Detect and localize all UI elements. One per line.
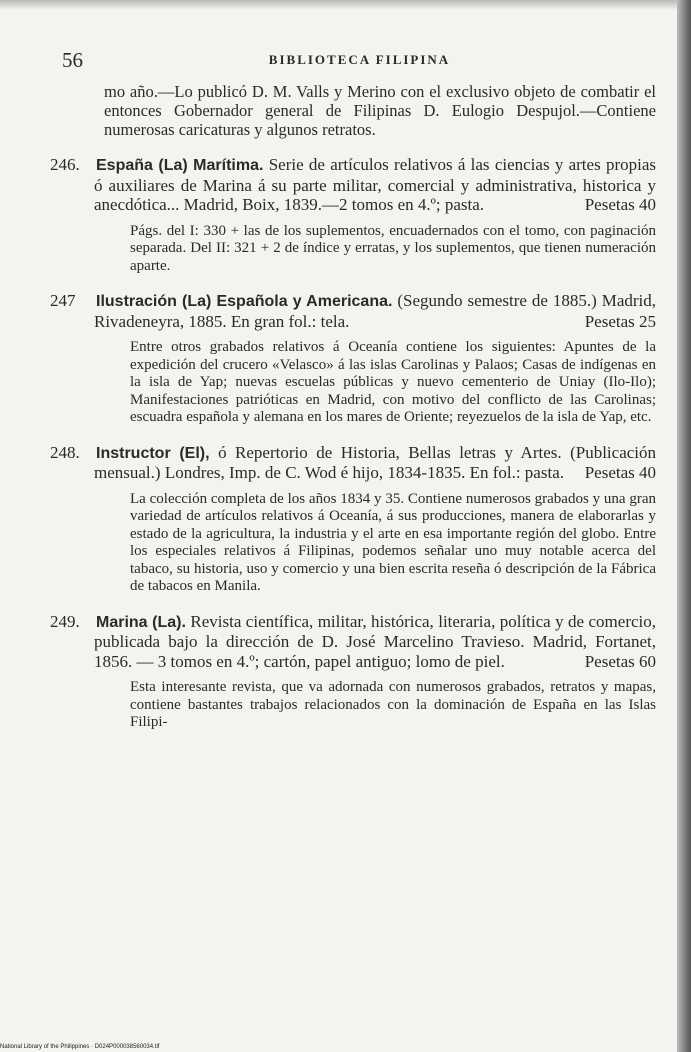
continuation-text: mo año.—Lo publicó D. M. Valls y Merino con el exclusivo objeto de combatir el entonces Gobernador general de Filipinas D. Eulogio Despujol.—Contiene numerosas caricaturas y algunos retratos. [104,82,656,139]
entry-title: Instructor (El), [96,444,210,462]
entry-main [50,291,656,331]
entry-note: Págs. del I: 330 + las de los suplementos, encuadernados con el tomo, con paginación separada. Del II: 321 + 2 de índice y erratas, y los suplementos, que tienen numeración aparte. [130,222,656,274]
entry-number: 246. [50,155,80,174]
entry-249 [50,612,656,732]
running-head: BIBLIOTECA FILIPINA [268,52,451,67]
scan-credit: National Library of the Philippines · D024P000038560034.tif [0,1044,160,1050]
entry-description: Serie de artículos relativos á las ciencias y artes propias ó auxiliares de Marina á su parte militar, comercial y administrativa, historica y anecdótica... Madrid, Boix, 1839.—2 tomos en 4.º; pasta. [94,155,657,214]
entry-248 [50,443,656,596]
entry-price: Pesetas 40 [584,195,656,214]
entry-247 [50,291,656,427]
page-content [50,82,656,732]
entry-title: Marina (La). [96,613,186,631]
entry-main [50,155,656,215]
page-number: 56 [62,48,83,72]
entry-main [50,612,656,672]
entry-title: España (La) Marítima. [96,157,264,174]
entry-main [50,443,656,483]
entry-description: Revista científica, militar, histórica, literaria, política y de comercio, publicada bajo la dirección de D. José Marcelino Travieso. Madrid, Fortanet, 1856. — 3 tomos en 4.º; cartón, papel antiguo; lomo de piel. [94,611,657,671]
page-header [62,48,657,74]
entry-note: Entre otros grabados relativos á Oceanía contiene los siguientes: Apuntes de la expedición del crucero «Velasco» á las islas Carolinas y Palaos; Casas de indígenas en la isla de Yap; nuevas escuelas públicas y nuevo cementerio de Uniay (Ilo-Ilo); Manifestaciones patrióticas en Madrid, con motivo del conflicto de las Carolinas; escuadra española y alemana en los mares de Oriente; reyezuelos de la isla de Yap, etc. [130,339,656,425]
entry-number: 247 [50,291,76,310]
entry-price: Pesetas 60 [584,651,656,671]
entry-title: Ilustración (La) Española y Americana. [96,293,393,310]
entry-price: Pesetas 40 [584,463,656,482]
entry-number: 249. [50,611,80,631]
entry-price: Pesetas 25 [584,311,656,331]
entry-number: 248. [50,442,80,462]
entry-246 [50,155,656,275]
entry-note: La colección completa de los años 1834 y 35. Contiene numerosos grabados y una gran variedad de artículos relativos á Oceanía, á sus producciones, manera de elaborarlas y estado de la agricultura, la industria y el arte en esa importante región del globo. Entre los especiales relativos á Filipinas, podemos señalar uno muy notable acerca del tabaco, su historia, uso y comercio y una bien escrita reseña ó descripción de la Fábrica de tabacos en Manila. [130,490,656,594]
entry-description: ó Repertorio de Historia, Bellas letras y Artes. (Publicación mensual.) Londres, Imp. de C. Wod é hijo, 1834-1835. En fol.: pasta. [94,442,657,482]
book-spine-edge [677,0,691,1052]
scan-top-edge [0,0,691,10]
entry-note: Esta interesante revista, que va adornada con numerosos grabados, retratos y mapas, contiene bastantes trabajos relacionados con la dominación de España en las Islas Filipi- [130,679,656,730]
entry-description: (Segundo semestre de 1885.) Madrid, Rivadeneyra, 1885. En gran fol.: tela. [94,291,657,331]
